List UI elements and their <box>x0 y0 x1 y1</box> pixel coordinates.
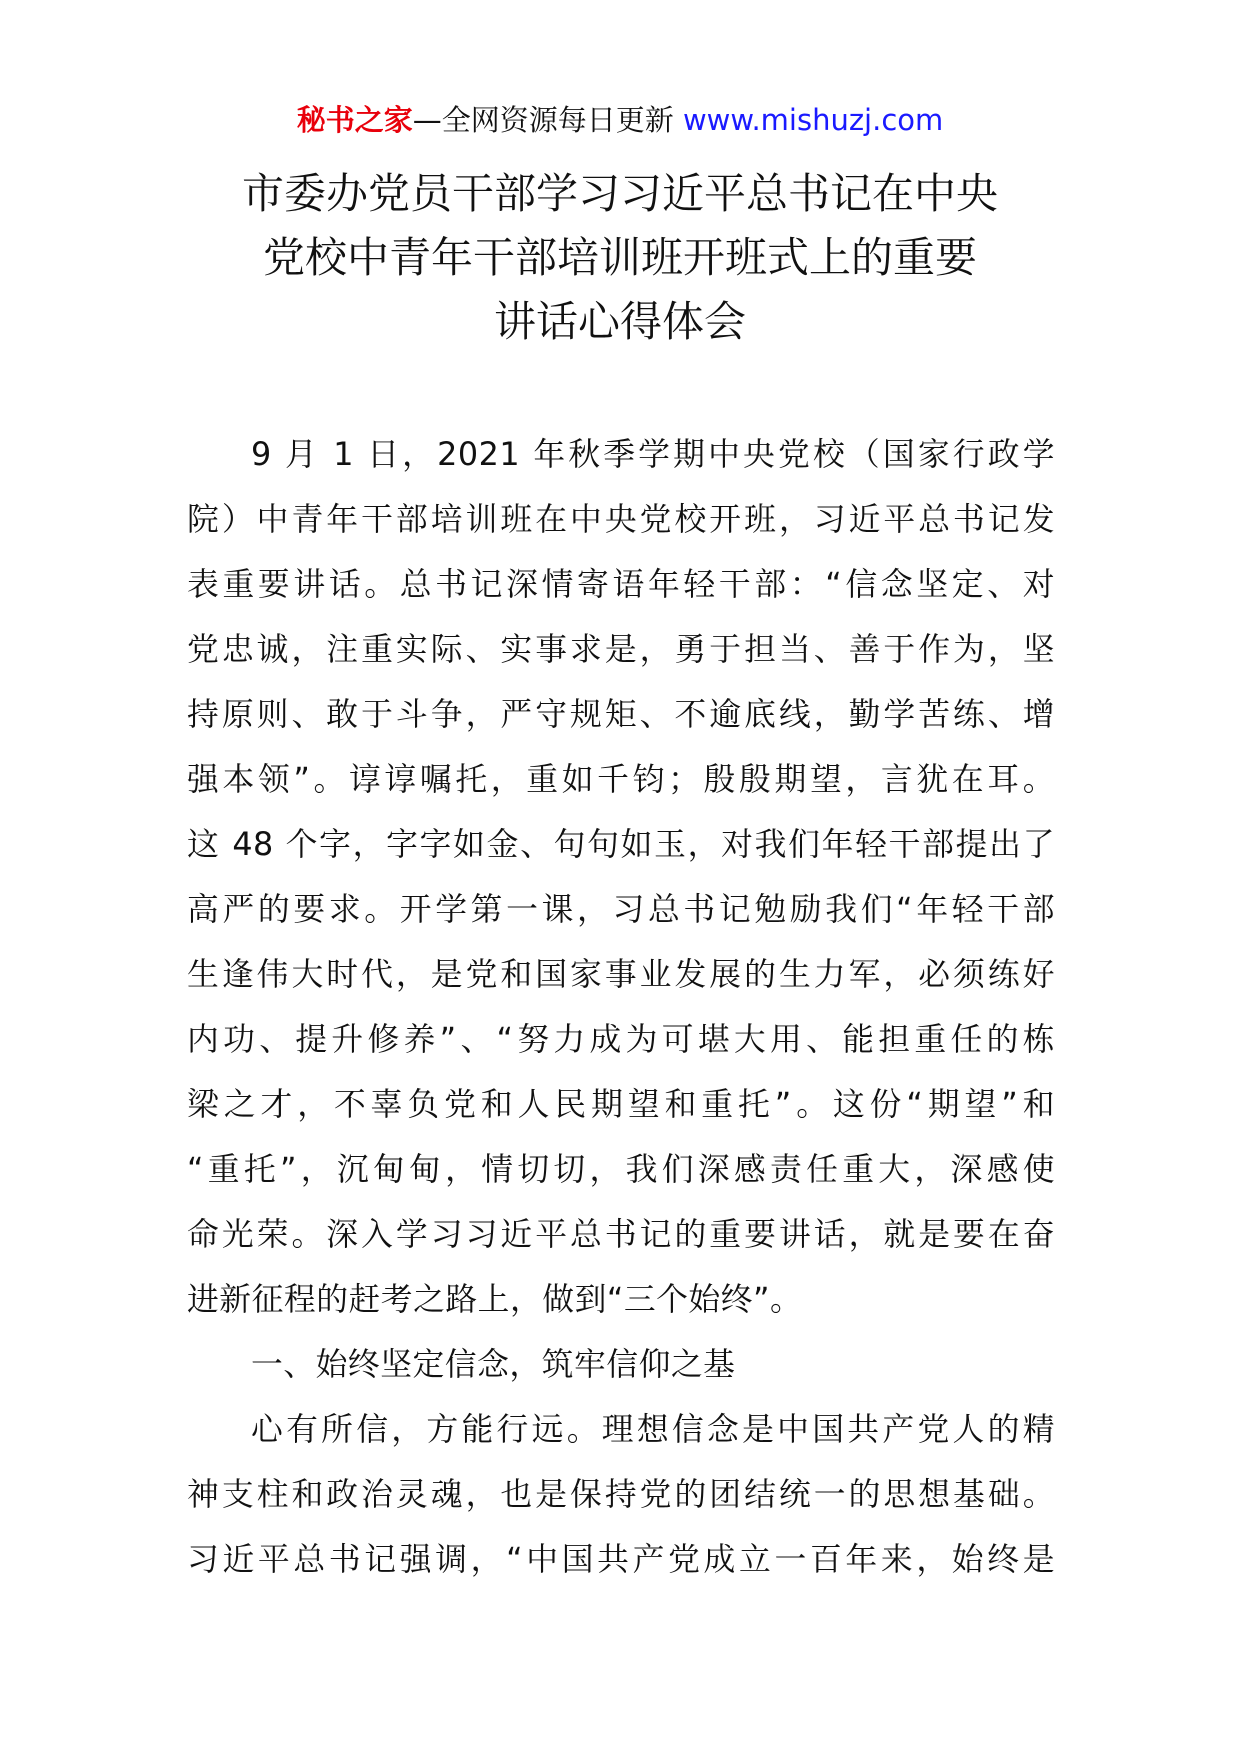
paragraph-line: 生逢伟大时代，是党和国家事业发展的生力军，必须练好 <box>187 956 1055 993</box>
paragraph-line: 9 月 1 日，2021 年秋季学期中央党校（国家行政学 <box>251 436 1055 473</box>
paragraph-line: 命光荣。深入学习习近平总书记的重要讲话，就是要在奋 <box>187 1216 1055 1253</box>
paragraph-line: 这 48 个字，字字如金、句句如玉，对我们年轻干部提出了 <box>187 826 1055 863</box>
paragraph-line: 持原则、敢于斗争，严守规矩、不逾底线，勤学苦练、增 <box>187 696 1055 733</box>
site-header <box>0 100 1240 140</box>
paragraph-line: 强本领”。谆谆嘱托，重如千钧；殷殷期望，言犹在耳。 <box>187 761 1055 798</box>
paragraph-line: 高严的要求。开学第一课，习总书记勉励我们“年轻干部 <box>187 891 1055 928</box>
site-brand: 秘书之家 <box>296 103 413 137</box>
document-title <box>0 162 1240 354</box>
section-heading: 一、始终坚定信念，筑牢信仰之基 <box>251 1346 736 1383</box>
paragraph-line: 表重要讲话。总书记深情寄语年轻干部：“信念坚定、对 <box>187 566 1055 603</box>
paragraph-line: “重托”，沉甸甸，情切切，我们深感责任重大，深感使 <box>187 1151 1055 1188</box>
title-line: 党校中青年干部培训班开班式上的重要 <box>262 233 977 282</box>
document-body <box>187 422 1055 1592</box>
title-line: 讲话心得体会 <box>493 297 746 346</box>
paragraph-line: 党忠诚，注重实际、实事求是，勇于担当、善于作为，坚 <box>187 631 1055 668</box>
paragraph-line: 内功、提升修养”、“努力成为可堪大用、能担重任的栋 <box>187 1021 1055 1058</box>
paragraph-line: 院）中青年干部培训班在中央党校开班，习近平总书记发 <box>187 501 1055 538</box>
site-url-link[interactable]: www.mishuzj.com <box>682 103 944 137</box>
site-tagline: —全网资源每日更新 <box>412 103 683 137</box>
title-line: 市委办党员干部学习习近平总书记在中央 <box>241 169 998 218</box>
paragraph-line: 习近平总书记强调，“中国共产党成立一百年来，始终是 <box>187 1541 1055 1578</box>
paragraph-line: 梁之才，不辜负党和人民期望和重托”。这份“期望”和 <box>187 1086 1055 1123</box>
paragraph-line: 进新征程的赶考之路上，做到“三个始终”。 <box>187 1281 803 1318</box>
paragraph-line: 心有所信，方能行远。理想信念是中国共产党人的精 <box>251 1411 1055 1448</box>
paragraph-line: 神支柱和政治灵魂，也是保持党的团结统一的思想基础。 <box>187 1476 1055 1513</box>
